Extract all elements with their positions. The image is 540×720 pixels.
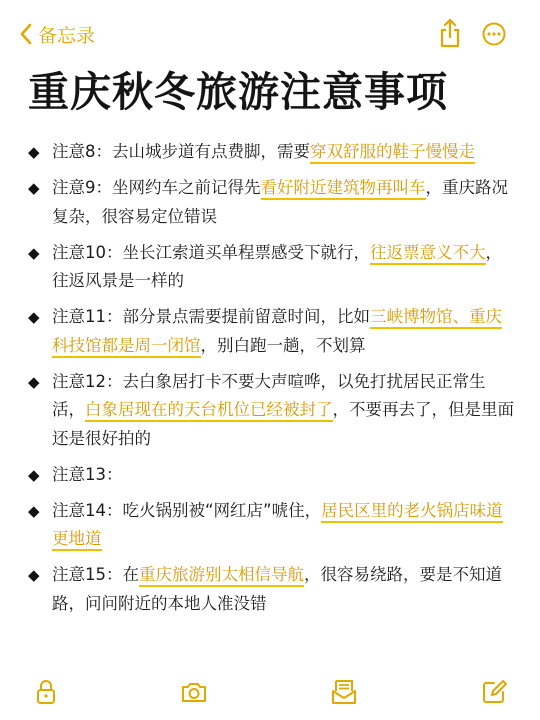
back-button[interactable] xyxy=(18,20,95,48)
note-text: ，往返风景是一样的 xyxy=(52,242,502,290)
note-text: ，重庆路况复杂，很容易定位错误 xyxy=(52,178,508,226)
diamond-bullet-icon: ◆ xyxy=(28,372,40,391)
diamond-bullet-icon: ◆ xyxy=(28,308,40,326)
back-label: 备忘录 xyxy=(38,24,96,47)
highlighted-text: 穿双舒服的鞋子慢慢走 xyxy=(310,142,475,164)
note-text: 注意8：去山城步道有点费脚，需要 xyxy=(52,142,310,161)
note-item xyxy=(28,461,518,490)
note-text: 注意13： xyxy=(52,464,123,484)
note-text: ，不要再去了，但是里面还是很好拍的 xyxy=(52,400,514,448)
note-text: 注意15：在 xyxy=(52,565,139,584)
share-icon[interactable] xyxy=(438,18,462,48)
note-text: 注意10：坐长江索道买单程票感受下就行， xyxy=(52,242,370,262)
diamond-bullet-icon: ◆ xyxy=(28,465,40,484)
note-text: 注意14：吃火锅别被“网红店”唬住， xyxy=(52,500,322,520)
note-item xyxy=(28,368,518,454)
note-item xyxy=(28,174,518,231)
diamond-bullet-icon: ◆ xyxy=(28,243,40,262)
note-item xyxy=(28,239,518,296)
highlighted-text: 看好附近建筑物再叫车 xyxy=(261,178,426,200)
camera-icon[interactable] xyxy=(180,678,208,706)
chevron-left-icon xyxy=(18,22,34,46)
compose-icon[interactable] xyxy=(480,678,508,706)
note-item xyxy=(28,138,518,167)
diamond-bullet-icon: ◆ xyxy=(28,179,40,197)
note-text: 注意11：部分景点需要提前留意时间，比如 xyxy=(52,307,370,326)
note-list xyxy=(28,138,518,626)
note-title: 重庆秋冬旅游注意事项 xyxy=(28,68,448,116)
top-navigation-bar xyxy=(0,0,540,66)
lock-icon[interactable] xyxy=(32,678,60,706)
highlighted-text: 重庆旅游别太相信导航 xyxy=(139,565,304,587)
checklist-icon[interactable] xyxy=(330,678,358,706)
note-item xyxy=(28,497,518,554)
highlighted-text: 白象居现在的天台机位已经被封了 xyxy=(85,400,333,422)
note-text: 注意9：坐网约车之前记得先 xyxy=(52,178,261,197)
diamond-bullet-icon: ◆ xyxy=(28,566,40,584)
diamond-bullet-icon: ◆ xyxy=(28,143,40,161)
note-item xyxy=(28,561,518,618)
note-text: ，很容易绕路，要是不知道路，问问附近的本地人准没错 xyxy=(52,565,502,613)
diamond-bullet-icon: ◆ xyxy=(28,501,40,520)
highlighted-text: 往返票意义不大 xyxy=(370,243,486,265)
bottom-toolbar xyxy=(0,668,540,720)
note-item xyxy=(28,303,518,360)
highlighted-text: 三峡博物馆、重庆科技馆都是周一闭馆 xyxy=(52,307,502,358)
note-text: 注意12：去白象居打卡不要大声喧哗，以免打扰居民正常生活， xyxy=(52,371,486,419)
highlighted-text: 居民区里的老火锅店味道更地道 xyxy=(52,501,503,552)
more-icon[interactable] xyxy=(482,22,506,46)
note-text: ，别白跑一趟，不划算 xyxy=(200,335,366,355)
